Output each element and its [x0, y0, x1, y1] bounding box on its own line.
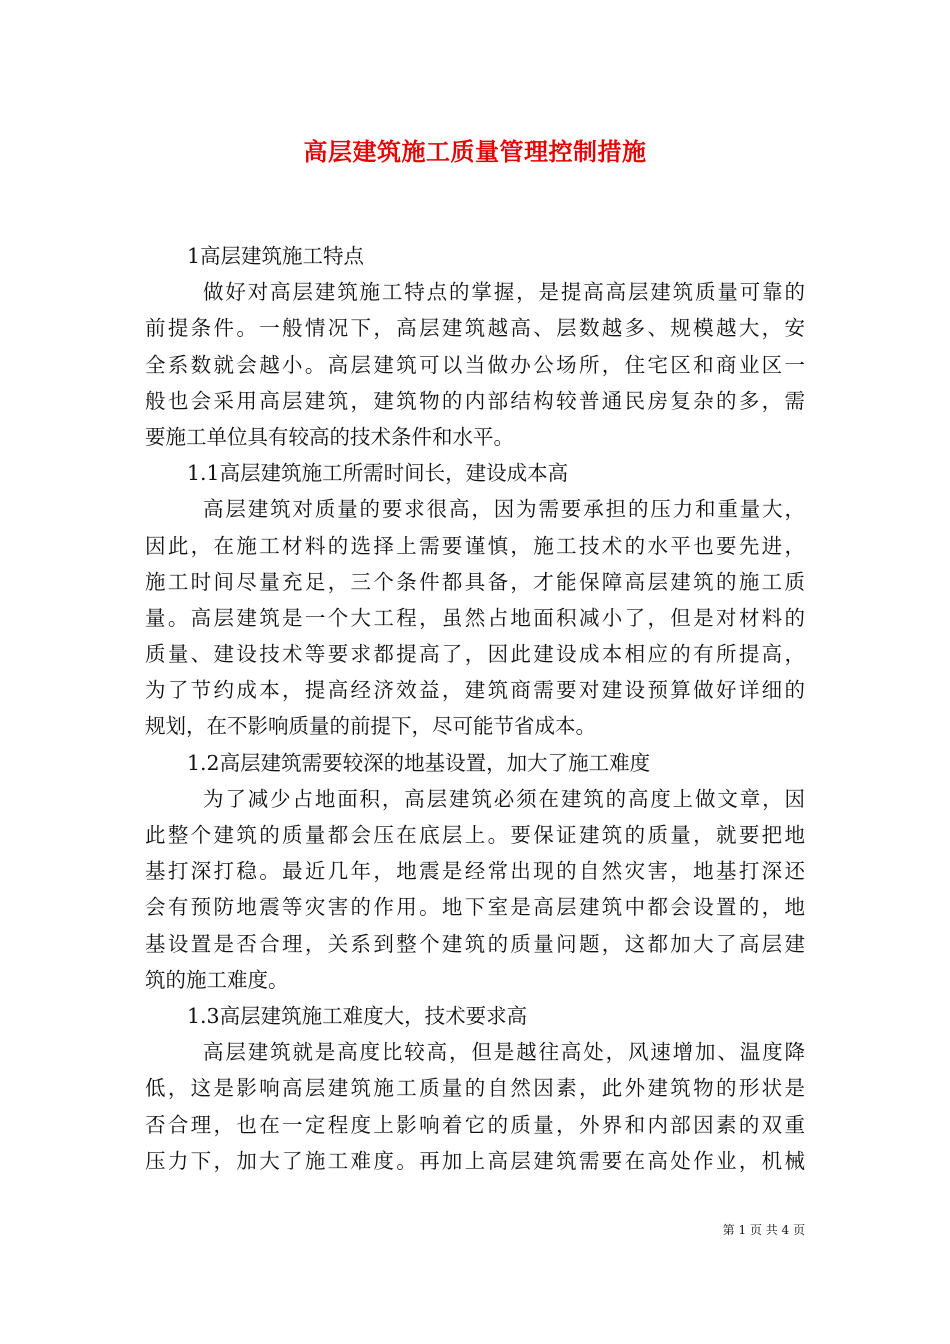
paragraph-line: 规划，在不影响质量的前提下，尽可能节省成本。 [145, 714, 596, 739]
section-heading: 1.1高层建筑施工所需时间长，建设成本高 [187, 461, 569, 486]
paragraph-line: 压力下，加大了施工难度。再加上高层建筑需要在高处作业，机械 [145, 1148, 805, 1173]
paragraph-line: 般也会采用高层建筑，建筑物的内部结构较普通民房复杂的多，需 [145, 388, 805, 413]
page-number: 第 1 页 共 4 页 [722, 1223, 805, 1237]
paragraph-line: 因此，在施工材料的选择上需要谨慎，施工技术的水平也要先进， [145, 533, 805, 558]
paragraph-line: 基打深打稳。最近几年，地震是经常出现的自然灾害，地基打深还 [145, 859, 805, 884]
paragraph-line: 高层建筑对质量的要求很高，因为需要承担的压力和重量大， [203, 497, 805, 522]
paragraph-line: 此整个建筑的质量都会压在底层上。要保证建筑的质量，就要把地 [145, 823, 805, 847]
paragraph-line: 质量、建设技术等要求都提高了，因此建设成本相应的有所提高， [145, 642, 805, 667]
section-heading: 1.2高层建筑需要较深的地基设置，加大了施工难度 [187, 750, 651, 775]
document-title: 高层建筑施工质量管理控制措施 [303, 137, 647, 166]
paragraph-line: 否合理，也在一定程度上影响着它的质量，外界和内部因素的双重 [145, 1112, 805, 1137]
paragraph-line: 为了减少占地面积，高层建筑必须在建筑的高度上做文章，因 [203, 786, 805, 811]
paragraph-line: 低，这是影响高层建筑施工质量的自然因素，此外建筑物的形状是 [145, 1076, 805, 1101]
paragraph-line: 施工时间尽量充足，三个条件都具备，才能保障高层建筑的施工质 [145, 569, 805, 594]
paragraph-line: 基设置是否合理，关系到整个建筑的质量问题，这都加大了高层建 [145, 931, 805, 956]
section-heading: 1.3高层建筑施工难度大，技术要求高 [187, 1003, 528, 1028]
paragraph-line: 前提条件。一般情况下，高层建筑越高、层数越多、规模越大，安 [145, 316, 805, 341]
paragraph-line: 全系数就会越小。高层建筑可以当做办公场所，住宅区和商业区一 [145, 352, 805, 377]
paragraph-line: 量。高层建筑是一个大工程，虽然占地面积减小了，但是对材料的 [145, 605, 805, 630]
paragraph-line: 为了节约成本，提高经济效益，建筑商需要对建设预算做好详细的 [145, 678, 805, 703]
section-heading: 1高层建筑施工特点 [187, 244, 365, 268]
paragraph-line: 会有预防地震等灾害的作用。地下室是高层建筑中都会设置的，地 [145, 895, 805, 920]
document-body [145, 238, 805, 1179]
paragraph-line: 高层建筑就是高度比较高，但是越往高处，风速增加、温度降 [203, 1040, 805, 1065]
paragraph-line: 要施工单位具有较高的技术条件和水平。 [145, 424, 514, 449]
paragraph-line: 做好对高层建筑施工特点的掌握，是提高高层建筑质量可靠的 [203, 280, 805, 305]
paragraph-line: 筑的施工难度。 [145, 967, 289, 992]
